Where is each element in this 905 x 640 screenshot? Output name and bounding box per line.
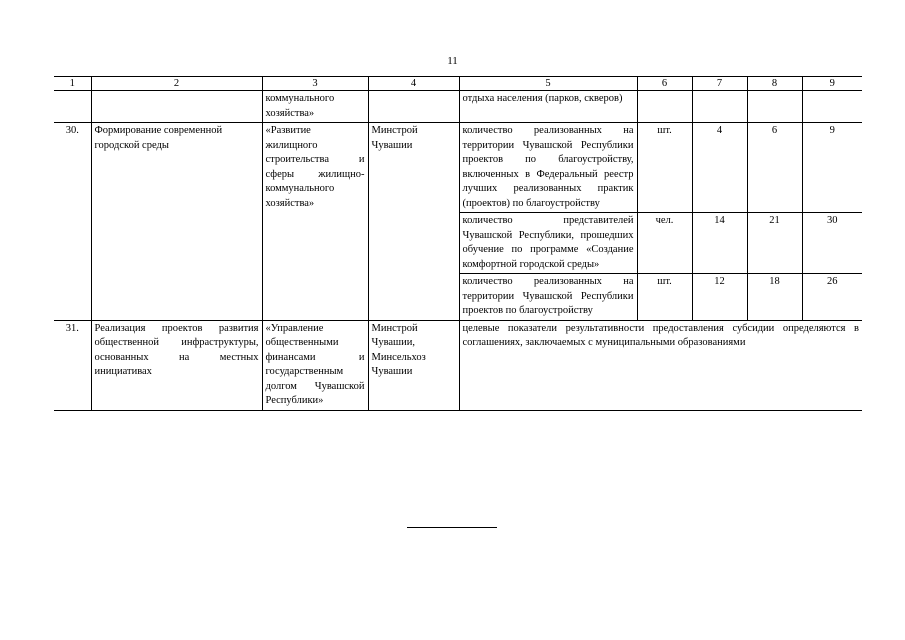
indicator-cell: количество реализованных на территории Чувашской Республики проектов по благоустройству <box>459 274 637 321</box>
value-cell: 6 <box>747 123 802 213</box>
value-cell: 18 <box>747 274 802 321</box>
unit-cell: чел. <box>637 213 692 274</box>
unit-cell: шт. <box>637 274 692 321</box>
responsible-cell: Минстрой Чувашии <box>368 123 459 321</box>
value-cell: 30 <box>802 213 862 274</box>
header-cell: 3 <box>262 77 368 91</box>
indicator-cell: количество реализованных на территории Чувашской Республики проектов по благоустройству, включенных в Федеральный реестр лучших реализованных практик (проектов) по благоустройству <box>459 123 637 213</box>
table-row <box>54 320 862 410</box>
unit-cell: шт. <box>637 123 692 213</box>
header-cell: 8 <box>747 77 802 91</box>
row-number: 31. <box>54 320 91 410</box>
empty-cell <box>747 91 802 123</box>
program-cell: «Развитие жилищного строительства и сферы жилищно-коммунального хозяйства» <box>262 123 368 321</box>
empty-cell <box>692 91 747 123</box>
table-header-row <box>54 77 862 91</box>
empty-cell <box>637 91 692 123</box>
table-row <box>54 123 862 213</box>
value-cell: 26 <box>802 274 862 321</box>
program-cell: «Управление общественными финансами и государственным долгом Чувашской Республики» <box>262 320 368 410</box>
activity-name-cell: Формирование современной городской среды <box>91 123 262 321</box>
value-cell: 21 <box>747 213 802 274</box>
indicator-cell: отдыха населения (парков, скверов) <box>459 91 637 123</box>
empty-cell <box>54 91 91 123</box>
indicator-cell: количество представителей Чувашской Республики, прошедших обучение по программе «Создание комфортной городской среды» <box>459 213 637 274</box>
header-cell: 5 <box>459 77 637 91</box>
value-cell: 4 <box>692 123 747 213</box>
value-cell: 14 <box>692 213 747 274</box>
empty-cell <box>91 91 262 123</box>
table-row <box>54 91 862 123</box>
header-cell: 4 <box>368 77 459 91</box>
activity-name-cell: Реализация проектов развития общественной инфраструктуры, основанных на местных инициативах <box>91 320 262 410</box>
page-number: 11 <box>447 55 458 67</box>
program-cell: коммунального хозяйства» <box>262 91 368 123</box>
empty-cell <box>802 91 862 123</box>
header-cell: 9 <box>802 77 862 91</box>
value-cell: 9 <box>802 123 862 213</box>
header-cell: 7 <box>692 77 747 91</box>
note-cell: целевые показатели результативности предоставления субсидии определяются в соглашениях, заключаемых с муниципальными образованиями <box>459 320 862 410</box>
indicators-table <box>54 76 862 411</box>
header-cell: 1 <box>54 77 91 91</box>
empty-cell <box>368 91 459 123</box>
value-cell: 12 <box>692 274 747 321</box>
row-number: 30. <box>54 123 91 321</box>
footer-separator-line <box>407 527 497 528</box>
responsible-cell: Минстрой Чувашии, Минсельхоз Чувашии <box>368 320 459 410</box>
header-cell: 2 <box>91 77 262 91</box>
header-cell: 6 <box>637 77 692 91</box>
